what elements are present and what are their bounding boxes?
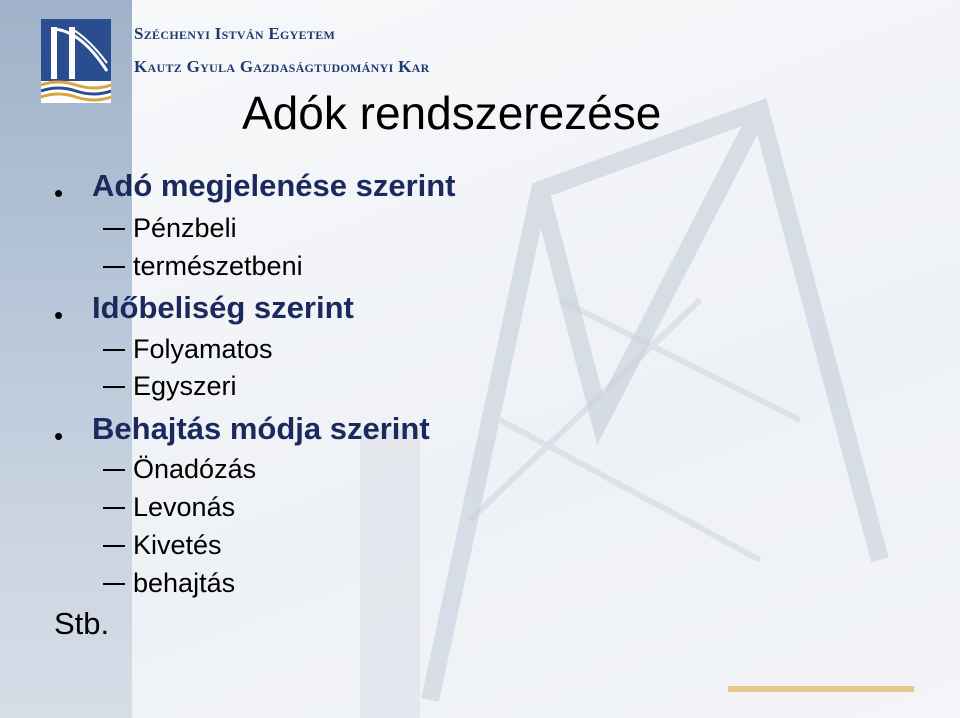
sub-bullet-item [133, 251, 303, 282]
bullet-icon: • [54, 300, 64, 330]
bullet-item [54, 411, 430, 451]
dash-icon [103, 545, 125, 547]
bullet-item [54, 168, 456, 208]
sub-bullet-text: Önadózás [133, 454, 257, 484]
bullet-item [54, 290, 354, 330]
sub-bullet-text: Levonás [133, 492, 236, 522]
faculty-name: Kautz Gyula Gazdaságtudományi Kar [134, 57, 430, 76]
slide-title: Adók rendszerezése [242, 87, 662, 139]
dash-icon [103, 507, 125, 509]
bullet-heading: Időbeliség szerint [92, 290, 354, 325]
sub-bullet-item [133, 568, 235, 599]
sub-bullet-item [133, 492, 235, 523]
bullet-heading: Behajtás módja szerint [92, 411, 430, 446]
sub-bullet-text: természetbeni [133, 251, 303, 281]
bullet-icon: • [54, 178, 64, 208]
university-logo [41, 19, 111, 103]
sub-bullet-item [133, 530, 222, 561]
dash-icon [103, 266, 125, 268]
sub-bullet-text: behajtás [133, 568, 236, 598]
accent-bar [728, 686, 914, 692]
sub-bullet-item [133, 213, 237, 244]
bullet-heading: Adó megjelenése szerint [92, 168, 456, 203]
sub-bullet-text: Kivetés [133, 530, 222, 560]
university-name: Széchenyi István Egyetem [134, 24, 336, 43]
sub-bullet-text: Folyamatos [133, 334, 273, 364]
sub-bullet-item [133, 371, 237, 402]
dash-icon [103, 583, 125, 585]
dash-icon [103, 386, 125, 388]
footer-text: Stb. [54, 606, 110, 641]
bullet-icon: • [54, 421, 64, 451]
dash-icon [103, 228, 125, 230]
sub-bullet-item [133, 334, 273, 365]
sub-bullet-item [133, 454, 256, 485]
sub-bullet-text: Egyszeri [133, 371, 237, 401]
sub-bullet-text: Pénzbeli [133, 213, 237, 243]
dash-icon [103, 349, 125, 351]
dash-icon [103, 469, 125, 471]
